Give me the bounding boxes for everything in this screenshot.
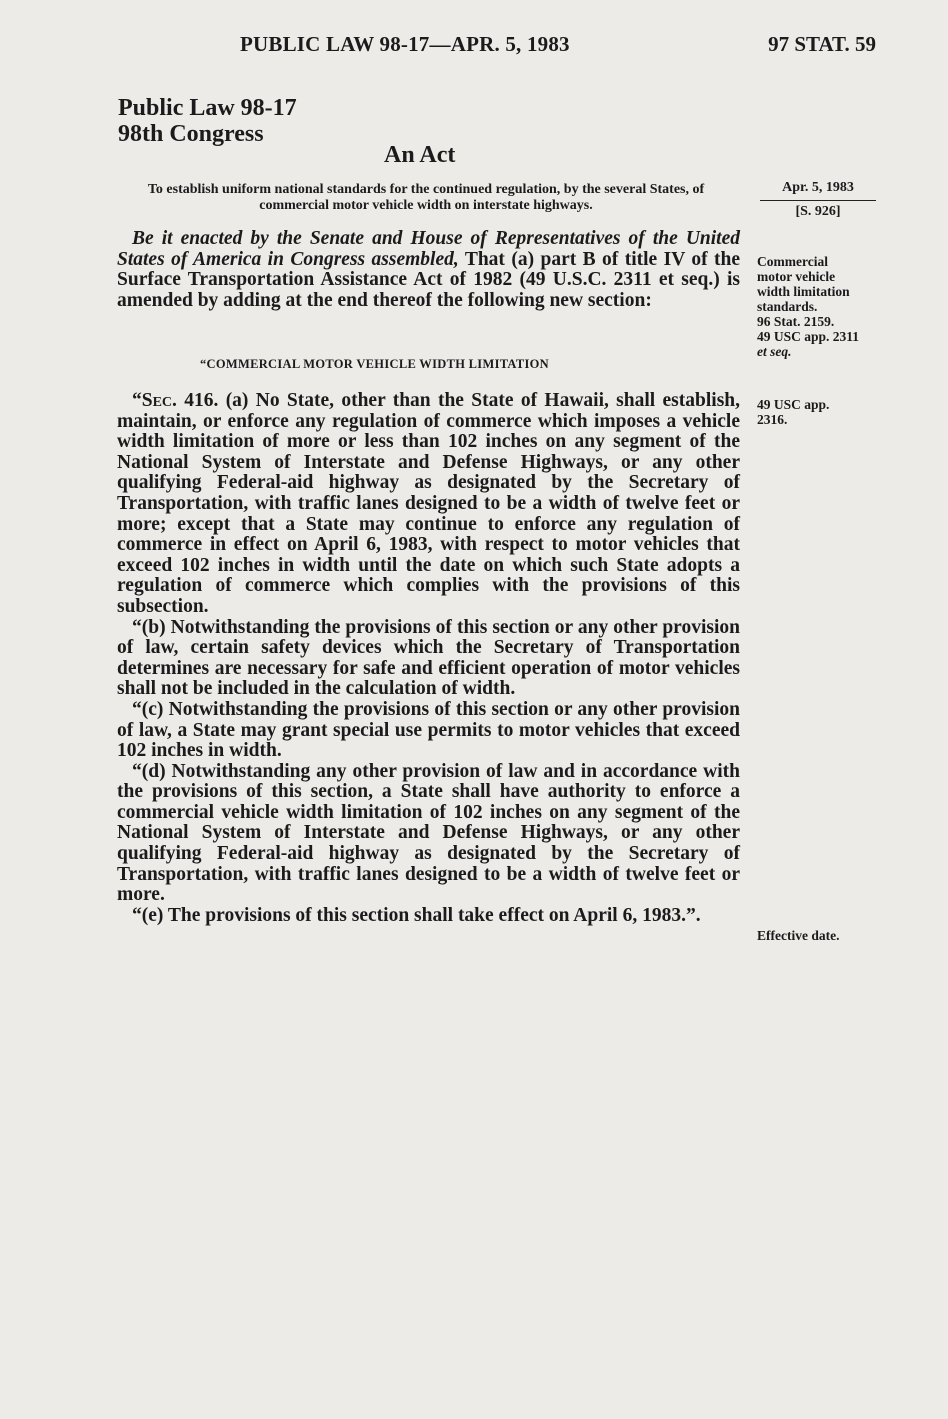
- enacting-clause: [117, 229, 740, 311]
- margin-note-effective-date: Effective date.: [757, 928, 840, 943]
- enactment-date: Apr. 5, 1983: [782, 180, 854, 195]
- subsection-e: “(e) The provisions of this section shall take effect on April 6, 1983.”.: [132, 904, 701, 926]
- subsection-d: “(d) Notwithstanding any other provision of law and in accordance with the provisions of this section, a State shall have authority to enforce a commercial vehicle width limitation of 102 inches on any segment of the National System of Interstate and Defense Highways, or any other qualifying Federal-aid highway as designated by the Secretary of Transportation, with traffic lanes designed to be a width of twelve feet or more.: [117, 760, 740, 906]
- enacting-clause-text: That (a) part B of title IV of the Surface Transportation Assistance Act of 1982 (49 U.S.C. 2311 et seq.) is amended by adding at the end thereof the following new section:: [117, 248, 740, 311]
- margin-note-line: motor vehicle: [757, 269, 836, 284]
- congress-number: 98th Congress: [118, 121, 264, 147]
- running-head: PUBLIC LAW 98-17—APR. 5, 1983: [240, 32, 570, 56]
- margin-note-line: Commercial: [757, 254, 828, 269]
- act-title: An Act: [384, 142, 456, 168]
- section-provisions: [117, 391, 740, 926]
- page-number: 97 STAT. 59: [768, 32, 876, 56]
- enactment-date-box: [760, 180, 876, 220]
- section-heading: “COMMERCIAL MOTOR VEHICLE WIDTH LIMITATION: [200, 357, 549, 371]
- sec-label: Sec: [141, 390, 173, 411]
- bill-number: [S. 926]: [795, 204, 841, 219]
- margin-note-line: width limitation: [757, 284, 850, 299]
- subsection-a: [117, 391, 740, 618]
- margin-note-italic: et seq.: [757, 344, 792, 359]
- margin-note-citation: 96 Stat. 2159.: [757, 314, 835, 329]
- margin-note-standards: [757, 254, 887, 359]
- enacting-clause-italic: Be it enacted by the Senate and House of Representatives of the United States of America in Congress assembled,: [117, 228, 740, 270]
- margin-note-citation: [757, 344, 887, 359]
- date-divider: [760, 200, 876, 201]
- margin-note-citation: 49 USC app. 2311: [757, 329, 860, 344]
- subsection-a-text: . 416. (a) No State, other than the State of Hawaii, shall establish, maintain, or enforce any regulation of commerce which imposes a vehicle width limitation of more or less than 102 inches on any segment of the National System of Interstate and Defense Highways, or any other qualifying Federal-aid highway as designated by the Secretary of Transportation, with traffic lanes designed to be a width of twelve feet or more; except that a State may continue to enforce any regulation of commerce in effect on April 6, 1983, with respect to motor vehicles that exceed 102 inches in width until the date on which such State adopts a regulation of commerce which complies with the provisions of this subsection.: [117, 390, 740, 617]
- quote-mark: “: [132, 390, 142, 411]
- margin-note-line: standards.: [757, 299, 818, 314]
- subsection-b: “(b) Notwithstanding the provisions of this section or any other provision of law, certain safety devices which the Secretary of Transportation determines are necessary for safe and efficient operation of motor vehicles shall not be included in the calculation of width.: [117, 616, 740, 700]
- subsection-c: “(c) Notwithstanding the provisions of this section or any other provision of law, a State may grant special use permits to motor vehicles that exceed 102 inches in width.: [117, 698, 740, 762]
- margin-note-usc: 49 USC app. 2316.: [757, 397, 830, 427]
- act-purpose: To establish uniform national standards for the continued regulation, by the several States, of commercial motor vehicle width on interstate highways.: [147, 182, 705, 213]
- public-law-number: Public Law 98-17: [118, 95, 297, 121]
